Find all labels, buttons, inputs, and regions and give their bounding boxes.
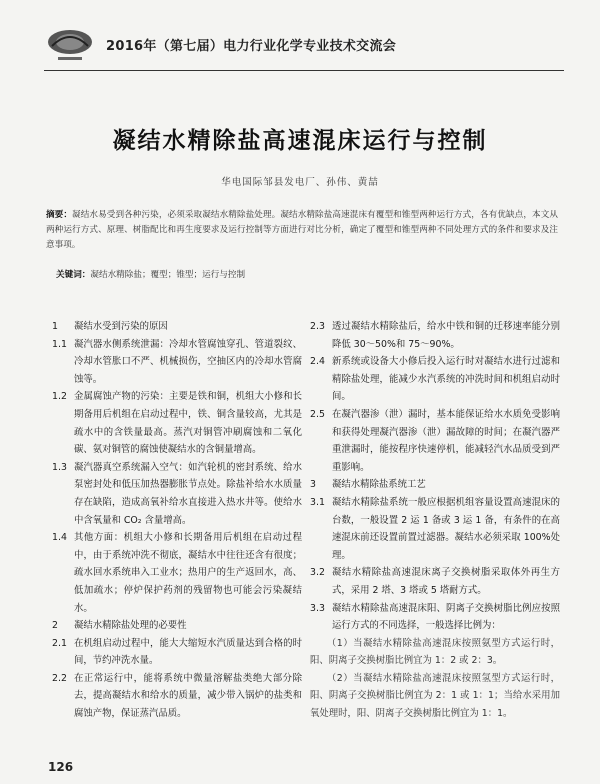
abstract-text: 凝结水易受到各种污染，必须采取凝结水精除盐处理。凝结水精除盐高速混床有覆型和锥型两种运行方式，各有优缺点，本文从两种运行方式、原理、树脂配比和再生度要求及运行控制等方面进行对比分析，确定了覆型和锥型两种不同处理方式的条件和要求及注意事项。 bbox=[46, 210, 558, 250]
numbered-paragraph bbox=[52, 459, 302, 529]
paragraph-text: 金属腐蚀产物的污染：主要是铁和铜，机组大小修和长期备用后机组在启动过程中，铁、铜含量较高，尤其是疏水中的含铁量最高。蒸汽对铜管冲刷腐蚀和二氧化碳、氨对铜管的腐蚀使凝结水的含铜量增高。 bbox=[74, 391, 302, 456]
section-heading bbox=[52, 617, 302, 635]
numbered-paragraph bbox=[310, 564, 560, 599]
paragraph-text: 新系统或设备大小修后投入运行时对凝结水进行过滤和精除盐处理，能减少水汽系统的冲洗时间和机组启动时间。 bbox=[332, 356, 560, 403]
paragraph-text: 凝结水精除盐高速混床阳、阴离子交换树脂比例应按照运行方式的不同选择，一般选择比例为： bbox=[332, 602, 560, 632]
page-number: 126 bbox=[48, 760, 74, 774]
article-title: 凝结水精除盐高速混床运行与控制 bbox=[112, 128, 488, 154]
paragraph-text: 凝结水受到污染的原因 bbox=[74, 321, 168, 332]
numbered-paragraph bbox=[52, 336, 302, 389]
numbered-paragraph bbox=[310, 600, 560, 635]
paragraph-number: 2.1 bbox=[52, 637, 67, 649]
section-heading bbox=[52, 318, 302, 336]
paragraph-text: 透过凝结水精除盐后，给水中铁和铜的迁移速率能分别降低 30～50%和 75～90%。 bbox=[332, 321, 560, 350]
numbered-paragraph bbox=[52, 635, 302, 670]
paragraph-number: 3 bbox=[310, 479, 316, 491]
paragraph-number: 1 bbox=[52, 321, 58, 332]
paragraph-text: 凝结水精除盐处理的必要性 bbox=[74, 620, 187, 632]
abstract-label: 摘要： bbox=[46, 210, 73, 220]
paragraph-number: 1.1 bbox=[52, 338, 67, 350]
paragraph-number: 3.3 bbox=[310, 602, 325, 614]
paragraph-text: 凝结水精除盐系统工艺 bbox=[332, 479, 426, 491]
right-column bbox=[310, 318, 560, 723]
conference-logo-icon bbox=[44, 24, 96, 64]
paragraph-text: 其他方面：机组大小修和长期备用后机组在启动过程中，由于系统冲洗不彻底，凝结水中往往还含有很度；疏水回水系统串入工业水；热用户的生产返回水，高、低加疏水；停炉保护药剂的残留物也可能会污染凝结水。 bbox=[74, 532, 302, 614]
numbered-paragraph bbox=[310, 353, 560, 406]
sub-paragraph: （2）当凝结水精除盐高速混床按照氢型方式运行时，阳、阴离子交换树脂比例宜为 2：1 或 1：1；当给水采用加氧处理时，阳、阴离子交换树脂比例宜为 1：1。 bbox=[310, 672, 560, 720]
keywords-label: 关键词： bbox=[56, 270, 91, 280]
header-divider bbox=[44, 70, 564, 71]
conference-header bbox=[44, 18, 564, 70]
paragraph-number: 2 bbox=[52, 620, 58, 632]
numbered-paragraph bbox=[310, 406, 560, 476]
paragraph-text: 凝结水精除盐系统一般应根据机组容量设置高速混床的台数，一般设置 2 运 1 备或 3 运 1 备，有条件的在高速混床前还设置前置过滤器。凝结水必须采取 100%处理。 bbox=[332, 496, 560, 561]
keywords-text: 凝结水精除盐；覆型；锥型；运行与控制 bbox=[90, 270, 246, 280]
conference-title: 2016年（第七届）电力行业化学专业技术交流会 bbox=[106, 38, 397, 54]
paragraph-number: 2.2 bbox=[52, 672, 67, 684]
paragraph-number: 1.2 bbox=[52, 391, 67, 403]
paragraph-text: 凝结水精除盐高速混床离子交换树脂采取体外再生方式，采用 2 塔、3 塔或 5 塔耐方式。 bbox=[332, 567, 560, 596]
left-column bbox=[52, 318, 302, 723]
paragraph-number: 1.4 bbox=[52, 532, 67, 544]
numbered-paragraph bbox=[52, 529, 302, 617]
numbered-paragraph bbox=[52, 388, 302, 458]
abstract bbox=[46, 208, 558, 253]
keywords bbox=[56, 268, 556, 280]
paragraph-text: 凝汽器水侧系统泄漏：冷却水管腐蚀穿孔、管道裂纹、冷却水管胀口不严、机械损伤，空抽区内的冷却水管腐蚀等。 bbox=[74, 338, 302, 385]
paragraph-number: 2.4 bbox=[310, 356, 325, 368]
paragraph-number: 2.3 bbox=[310, 321, 325, 332]
paragraph-text: 凝汽器真空系统漏入空气：如汽轮机的密封系统、给水泵密封处和低压加热器膨胀节点处。除盐补给水水质量存在缺陷，造成高氧补给水直接进入热水井等。使给水中含氧量和 CO₂ 含量增高。 bbox=[74, 461, 302, 526]
paragraph-number: 3.1 bbox=[310, 496, 325, 508]
sub-paragraph: （1）当凝结水精除盐高速混床按照氨型方式运行时，阳、阴离子交换树脂比例宜为 1：2 或 2：3。 bbox=[310, 637, 560, 667]
paragraph-number: 2.5 bbox=[310, 408, 325, 420]
paragraph-text: 在正常运行中，能将系统中微量溶解盐类绝大部分除去，提高凝结水和给水的质量，减少带入锅炉的盐类和腐蚀产物，保证蒸汽品质。 bbox=[74, 672, 302, 720]
paragraph-number: 3.2 bbox=[310, 567, 325, 579]
numbered-paragraph bbox=[52, 670, 302, 723]
numbered-paragraph bbox=[310, 494, 560, 564]
article-author: 华电国际邹县发电厂、孙伟、黄喆 bbox=[221, 177, 379, 188]
paragraph-text: 在凝汽器渗（泄）漏时，基本能保证给水水质免受影响和获得处理凝汽器渗（泄）漏故障的时间；在凝汽器严重泄漏时，能按程序快速停机，能减轻汽水品质受到严重影响。 bbox=[332, 408, 560, 473]
paragraph-text: 在机组启动过程中，能大大缩短水汽质量达到合格的时间，节约冲洗水量。 bbox=[74, 637, 302, 667]
section-heading bbox=[310, 476, 560, 494]
paragraph-number: 1.3 bbox=[52, 461, 67, 473]
numbered-paragraph bbox=[310, 318, 560, 353]
